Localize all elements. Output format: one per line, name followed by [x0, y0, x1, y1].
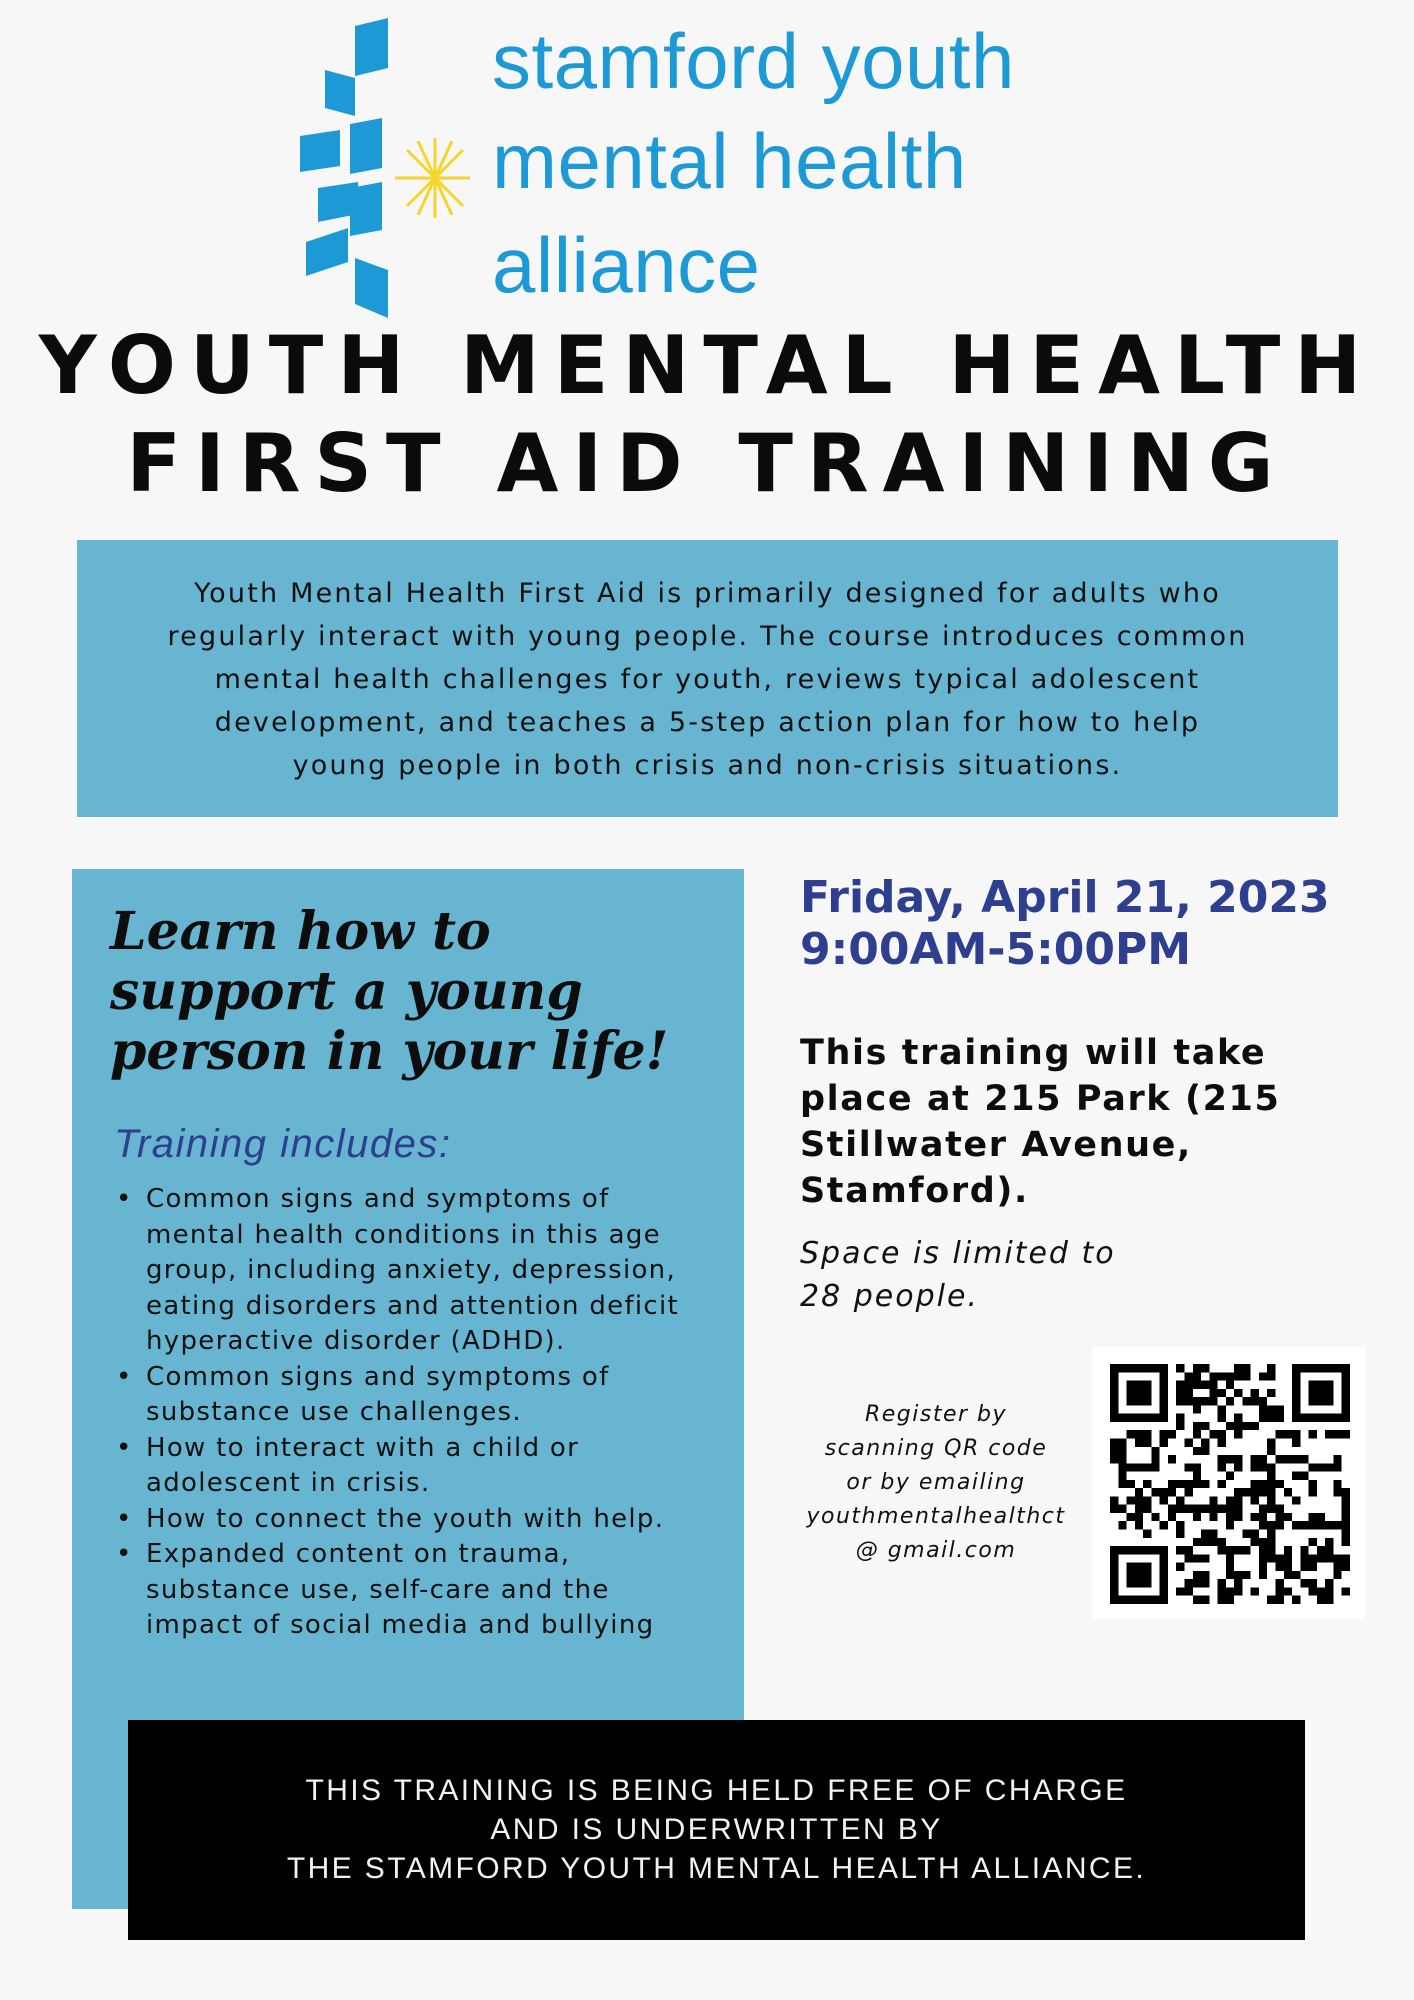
logo-text-line: mental health	[492, 117, 967, 205]
training-includes-title: Training includes:	[114, 1122, 452, 1166]
event-time: 9:00AM-5:00PM	[800, 924, 1192, 975]
bullet-icon: •	[116, 1361, 133, 1392]
event-capacity: Space is limited to 28 people.	[800, 1236, 1116, 1314]
event-date: Friday, April 21, 2023	[800, 872, 1330, 923]
list-item	[114, 1431, 734, 1502]
training-includes-list	[114, 1182, 734, 1644]
bullet-icon: •	[116, 1184, 133, 1214]
footer-text: THIS TRAINING IS BEING HELD FREE OF CHARGE AND IS UNDERWRITTEN BY THE STAMFORD YOUTH MENTAL HEALTH ALLIANCE.	[286, 1774, 1147, 1885]
logo-text-line: alliance	[492, 221, 761, 309]
event-venue: This training will take place at 215 Park (215 Stillwater Avenue, Stamford).	[800, 1033, 1281, 1211]
bullet-icon: •	[116, 1432, 133, 1463]
intro-description: Youth Mental Health First Aid is primarily designed for adults who regularly interact with young people. The course introduces common mental health challenges for youth, reviews typical adolescent development, and teaches a 5-step action plan for how to help young people in both crisis and non-crisis situations.	[167, 578, 1248, 781]
list-item-text: Expanded content on trauma, substance use, self-care and the impact of social media and bullying	[146, 1539, 655, 1640]
logo-text-line: stamford youth	[492, 17, 1015, 105]
list-item	[114, 1537, 734, 1644]
learn-heading: Learn how to support a young person in your life!	[110, 901, 669, 1082]
page-title-line-2: FIRST AID TRAINING	[126, 417, 1288, 510]
qr-code-icon[interactable]	[1110, 1364, 1350, 1604]
list-item-text: Common signs and symptoms of substance use challenges.	[146, 1361, 610, 1427]
list-item	[114, 1360, 734, 1431]
alliance-logo-icon	[300, 18, 470, 318]
list-item	[114, 1502, 734, 1538]
list-item-text: How to connect the youth with help.	[146, 1503, 665, 1534]
list-item-text: How to interact with a child or adolescent in crisis.	[146, 1432, 580, 1498]
page-title-line-1: YOUTH MENTAL HEALTH	[38, 319, 1376, 412]
bullet-icon: •	[116, 1539, 133, 1569]
register-instructions: Register by scanning QR code or by emailing youthmentalhealthct @ gmail.com	[806, 1402, 1066, 1563]
bullet-icon: •	[116, 1503, 133, 1534]
list-item-text: Common signs and symptoms of mental health conditions in this age group, including anxiety, depression, eating disorders and attention deficit hyperactive disorder (ADHD).	[146, 1184, 680, 1356]
list-item	[114, 1182, 734, 1360]
